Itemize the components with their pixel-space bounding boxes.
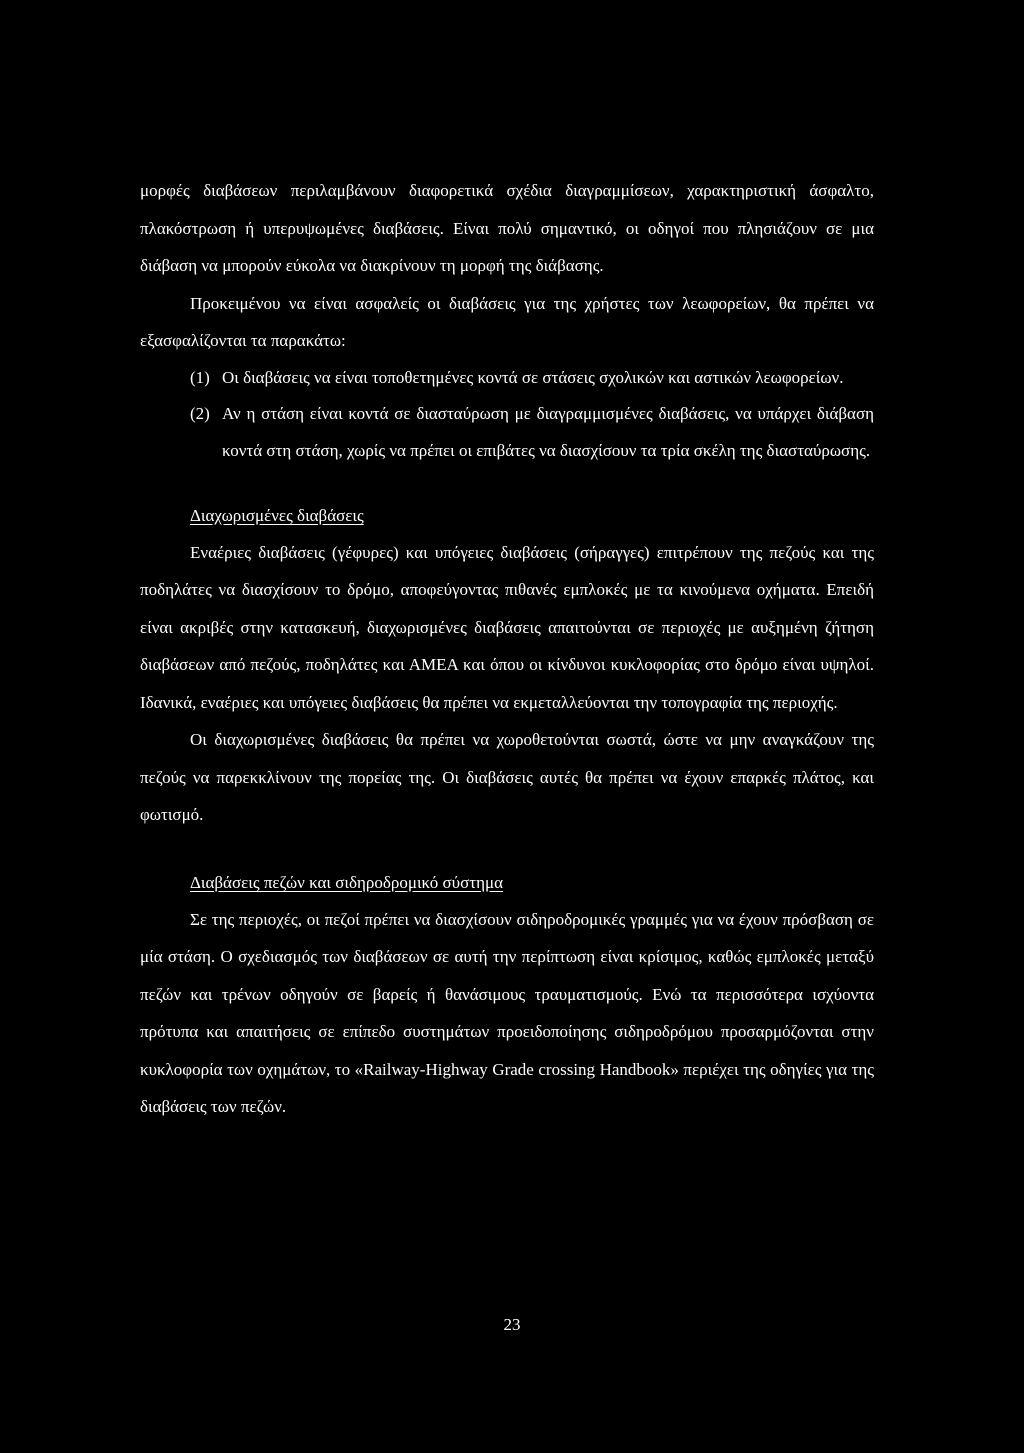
- section-heading-railway-crossings: Διαβάσεις πεζών και σιδηροδρομικό σύστημα: [190, 872, 503, 892]
- section-heading-separated-crossings: Διαχωρισμένες διαβάσεις: [190, 505, 364, 525]
- list-item-marker: (2): [190, 404, 210, 424]
- requirements-list: [140, 360, 874, 470]
- page-number: 23: [503, 1315, 521, 1334]
- list-item: [140, 360, 874, 397]
- section-spacer: [140, 470, 874, 497]
- list-item-text: Αν η στάση είναι κοντά σε διασταύρωση με διαγραμμισμένες διαβάσεις, να υπάρχει διάβαση κοντά στη στάση, χωρίς να πρέπει οι επιβάτες να διασχίσουν τα τρία σκέλη της διασταύρωσης.: [222, 404, 874, 461]
- list-item-marker: (1): [190, 367, 210, 387]
- section2-paragraph: Σε της περιοχές, οι πεζοί πρέπει να διασχίσουν σιδηροδρομικές γραμμές για να έχουν πρόσβαση σε μία στάση. Ο σχεδιασμός των διαβάσεων σε αυτή την περίπτωση είναι κρίσιμος, καθώς εμπλοκές μεταξύ πεζών και τρένων οδηγούν σε βαρείς ή θανάσιμους τραυματισμούς. Ενώ τα περισσότερα ισχύοντα πρότυπα και απαιτήσεις σε επίπεδο συστημάτων προειδοποίησης σιδηροδρόμου προσαρμόζονται στην κυκλοφορία των οχημάτων, το «Railway-Highway Grade crossing Handbook» περιέχει της οδηγίες για της διαβάσεις των πεζών.: [140, 909, 874, 1117]
- section-spacer: [140, 834, 874, 864]
- list-item: [140, 396, 874, 470]
- intro-paragraph-continuation: μορφές διαβάσεων περιλαμβάνουν διαφορετικά σχέδια διαγραμμίσεων, χαρακτηριστική άσφαλτο, πλακόστρωση ή υπερυψωμένες διαβάσεις. Είναι πολύ σημαντικό, οι οδηγοί που πλησιάζουν σε μια διάβαση να μπορούν εύκολα να διακρίνουν τη μορφή της διάβασης.: [140, 181, 874, 275]
- section1-paragraph: Εναέριες διαβάσεις (γέφυρες) και υπόγειες διαβάσεις (σήραγγες) επιτρέπουν της πεζούς και της ποδηλάτες να διασχίσουν το δρόμο, αποφεύγοντας πιθανές εμπλοκές με τα κινούμενα οχήματα. Επειδή είναι ακριβές στην κατασκευή, διαχωρισμένες διαβάσεις απαιτούνται σε περιοχές με αυξημένη ζήτηση διαβάσεων από πεζούς, ποδηλάτες και ΑΜΕΑ και όπου οι κίνδυνοι κυκλοφορίας στο δρόμο είναι υψηλοί. Ιδανικά, εναέριες και υπόγειες διαβάσεις θα πρέπει να εκμεταλλεύονται την τοπογραφία της περιοχής.: [140, 542, 874, 712]
- intro-paragraph-bus-users: Προκειμένου να είναι ασφαλείς οι διαβάσεις για της χρήστες των λεωφορείων, θα πρέπει να εξασφαλίζονται τα παρακάτω:: [140, 293, 874, 350]
- list-item-text: Οι διαβάσεις να είναι τοποθετημένες κοντά σε στάσεις σχολικών και αστικών λεωφορείων.: [222, 367, 844, 387]
- section1-paragraph: Οι διαχωρισμένες διαβάσεις θα πρέπει να χωροθετούνται σωστά, ώστε να μην αναγκάζουν της πεζούς να παρεκκλίνουν της πορείας της. Οι διαβάσεις αυτές θα πρέπει να έχουν επαρκές πλάτος, και φωτισμό.: [140, 730, 874, 825]
- page-content: [140, 172, 874, 1126]
